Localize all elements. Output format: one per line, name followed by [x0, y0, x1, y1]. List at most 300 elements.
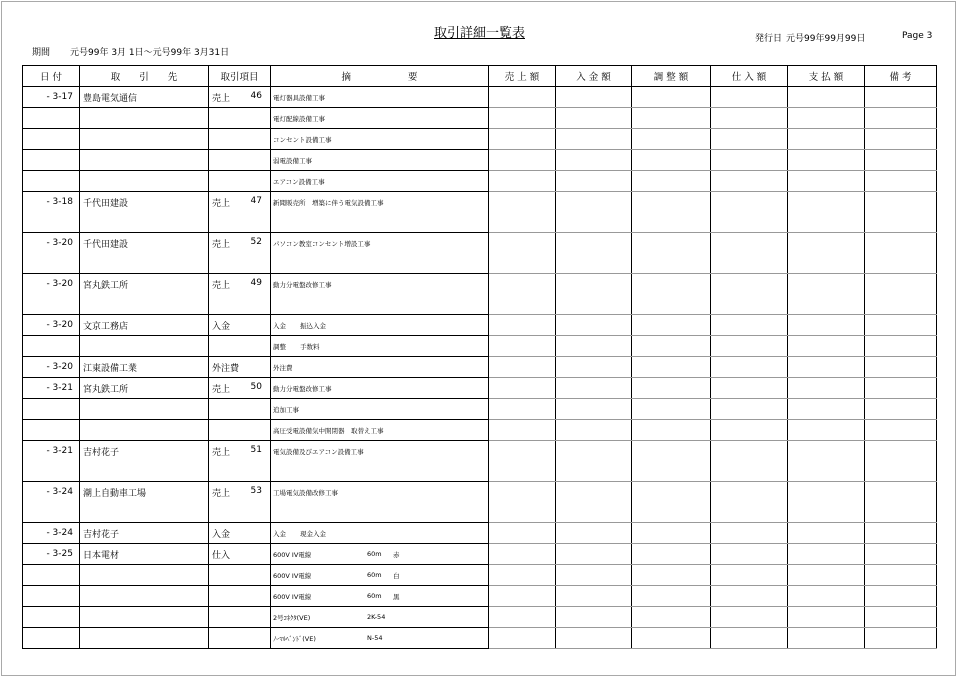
item-cell [209, 441, 271, 462]
item-cell [209, 607, 271, 628]
table-row [23, 129, 937, 150]
amount-cell [865, 523, 937, 544]
amount-cell [711, 212, 788, 233]
amount-cell [865, 378, 937, 399]
party-cell: 潮上自動車工場 [80, 482, 209, 503]
amount-cell [865, 233, 937, 254]
item-label: 仕入 [212, 550, 231, 561]
item-cell [209, 294, 271, 315]
item-cell [209, 212, 271, 233]
item-cell [209, 628, 271, 649]
description-text: 追加工事 [273, 405, 299, 414]
item-label: 外注費 [212, 363, 240, 374]
description-color: 赤 [393, 551, 400, 559]
table-row [23, 628, 937, 649]
party-cell [80, 502, 209, 523]
amount-cell [865, 129, 937, 150]
date-cell: - 3-20 [23, 315, 80, 336]
amount-cell [788, 399, 865, 420]
item-label: 売上 [212, 198, 231, 209]
amount-cell [865, 357, 937, 378]
description-color: 白 [393, 572, 400, 580]
amount-cell [556, 294, 632, 315]
description-cell [271, 87, 489, 108]
amount-cell [788, 502, 865, 523]
amount-cell [632, 378, 711, 399]
amount-cell [788, 628, 865, 649]
item-cell [209, 586, 271, 607]
date-cell [23, 461, 80, 482]
amount-cell [711, 253, 788, 274]
amount-cell [632, 523, 711, 544]
description-text: 600V IV電線 [273, 571, 312, 580]
amount-cell [489, 315, 556, 336]
amount-cell [711, 233, 788, 254]
party-cell [80, 628, 209, 649]
amount-cell [489, 192, 556, 213]
item-cell [209, 87, 271, 108]
item-cell [209, 336, 271, 357]
amount-cell [711, 129, 788, 150]
amount-cell [489, 108, 556, 129]
amount-cell [556, 192, 632, 213]
amount-cell [865, 336, 937, 357]
amount-cell [632, 357, 711, 378]
description-text: 2号ｺﾈｸﾀ(VE) [273, 613, 311, 622]
column-header: 取 引 先 [80, 66, 209, 87]
amount-cell [489, 565, 556, 586]
date-cell [23, 129, 80, 150]
description-cell [271, 212, 489, 233]
amount-cell [865, 628, 937, 649]
description-text: 600V IV電線 [273, 592, 312, 601]
amount-cell [865, 565, 937, 586]
party-cell [80, 171, 209, 192]
item-cell [209, 482, 271, 503]
amount-cell [865, 544, 937, 565]
description-detail: 60m [367, 550, 382, 558]
table-row [23, 192, 937, 213]
item-label: 売上 [212, 384, 231, 395]
date-cell: - 3-18 [23, 192, 80, 213]
table-row [23, 420, 937, 441]
amount-cell [865, 253, 937, 274]
description-color: 黒 [393, 593, 400, 601]
amount-cell [865, 274, 937, 295]
date-cell [23, 253, 80, 274]
date-cell: - 3-21 [23, 378, 80, 399]
date-cell [23, 399, 80, 420]
description-detail: 現金入金 [300, 529, 326, 538]
column-header: 支 払 額 [788, 66, 865, 87]
party-cell [80, 294, 209, 315]
description-text: 外注費 [273, 363, 293, 372]
amount-cell [711, 586, 788, 607]
amount-cell [489, 87, 556, 108]
date-cell: - 3-21 [23, 441, 80, 462]
description-text: エアコン設備工事 [273, 177, 325, 186]
description-cell [271, 607, 489, 628]
amount-cell [489, 129, 556, 150]
amount-cell [711, 171, 788, 192]
description-detail: 60m [367, 571, 382, 579]
amount-cell [632, 336, 711, 357]
amount-cell [788, 108, 865, 129]
amount-cell [556, 628, 632, 649]
party-cell [80, 336, 209, 357]
item-cell [209, 233, 271, 254]
item-cell [209, 544, 271, 565]
party-cell: 江東設備工業 [80, 357, 209, 378]
party-cell [80, 253, 209, 274]
date-cell: - 3-17 [23, 87, 80, 108]
description-text: 電灯配線設備工事 [273, 114, 325, 123]
amount-cell [632, 129, 711, 150]
table-row [23, 607, 937, 628]
amount-cell [556, 607, 632, 628]
amount-cell [788, 171, 865, 192]
table-row [23, 357, 937, 378]
amount-cell [632, 461, 711, 482]
party-cell: 日本電材 [80, 544, 209, 565]
table-row [23, 544, 937, 565]
item-code: 46 [250, 91, 262, 101]
page-number: Page 3 [902, 31, 933, 41]
amount-cell [711, 315, 788, 336]
description-cell [271, 482, 489, 503]
amount-cell [556, 253, 632, 274]
amount-cell [556, 544, 632, 565]
amount-cell [556, 233, 632, 254]
amount-cell [788, 294, 865, 315]
amount-cell [788, 233, 865, 254]
description-text: 動力分電盤改修工事 [273, 280, 332, 289]
party-cell [80, 461, 209, 482]
date-cell [23, 171, 80, 192]
amount-cell [711, 628, 788, 649]
amount-cell [489, 461, 556, 482]
amount-cell [489, 441, 556, 462]
amount-cell [788, 607, 865, 628]
issue-date: 発行日 元号99年99月99日 [755, 34, 866, 44]
amount-cell [556, 357, 632, 378]
amount-cell [489, 212, 556, 233]
amount-cell [556, 502, 632, 523]
amount-cell [865, 420, 937, 441]
description-text: パソコン教室コンセント増設工事 [273, 239, 371, 248]
amount-cell [632, 420, 711, 441]
amount-cell [632, 565, 711, 586]
amount-cell [489, 628, 556, 649]
item-code: 47 [250, 196, 262, 206]
amount-cell [556, 150, 632, 171]
amount-cell [489, 253, 556, 274]
party-cell [80, 108, 209, 129]
amount-cell [711, 294, 788, 315]
amount-cell [556, 87, 632, 108]
amount-cell [489, 523, 556, 544]
description-cell [271, 502, 489, 523]
amount-cell [711, 336, 788, 357]
item-cell [209, 315, 271, 336]
date-cell: - 3-24 [23, 482, 80, 503]
amount-cell [711, 523, 788, 544]
item-cell [209, 129, 271, 150]
column-header: 売 上 額 [489, 66, 556, 87]
party-cell [80, 607, 209, 628]
description-text: 600V IV電線 [273, 550, 312, 559]
description-cell [271, 420, 489, 441]
amount-cell [489, 150, 556, 171]
amount-cell [632, 315, 711, 336]
amount-cell [788, 253, 865, 274]
amount-cell [632, 192, 711, 213]
item-label: 売上 [212, 93, 231, 104]
description-text: 電気設備及びエアコン設備工事 [273, 447, 364, 456]
description-text: ﾉｰﾏﾙﾍﾞﾝﾄﾞ(VE) [273, 634, 316, 643]
amount-cell [489, 544, 556, 565]
item-cell [209, 461, 271, 482]
party-cell: 吉村花子 [80, 441, 209, 462]
table-row [23, 461, 937, 482]
party-cell [80, 150, 209, 171]
amount-cell [632, 586, 711, 607]
date-cell [23, 420, 80, 441]
party-cell [80, 420, 209, 441]
amount-cell [556, 523, 632, 544]
description-cell [271, 129, 489, 150]
amount-cell [788, 357, 865, 378]
amount-cell [489, 233, 556, 254]
date-cell [23, 607, 80, 628]
amount-cell [489, 399, 556, 420]
description-text: 弱電設備工事 [273, 156, 312, 165]
amount-cell [865, 192, 937, 213]
description-cell [271, 461, 489, 482]
description-cell [271, 233, 489, 254]
date-cell [23, 336, 80, 357]
amount-cell [632, 233, 711, 254]
table-row [23, 274, 937, 295]
amount-cell [865, 294, 937, 315]
description-detail: N-54 [367, 634, 383, 642]
item-cell [209, 357, 271, 378]
item-label: 売上 [212, 280, 231, 291]
amount-cell [632, 212, 711, 233]
amount-cell [711, 87, 788, 108]
date-cell: - 3-25 [23, 544, 80, 565]
amount-cell [489, 294, 556, 315]
amount-cell [556, 586, 632, 607]
description-cell [271, 544, 489, 565]
amount-cell [711, 441, 788, 462]
amount-cell [865, 586, 937, 607]
party-cell [80, 586, 209, 607]
item-label: 売上 [212, 447, 231, 458]
amount-cell [711, 607, 788, 628]
description-cell [271, 586, 489, 607]
description-text: 入金 [273, 529, 286, 538]
item-cell [209, 565, 271, 586]
amount-cell [865, 150, 937, 171]
amount-cell [632, 108, 711, 129]
amount-cell [788, 336, 865, 357]
column-header: 入 金 額 [556, 66, 632, 87]
party-cell: 豊島電気通信 [80, 87, 209, 108]
amount-cell [865, 502, 937, 523]
amount-cell [489, 378, 556, 399]
item-label: 入金 [212, 529, 231, 540]
amount-cell [556, 129, 632, 150]
amount-cell [788, 212, 865, 233]
amount-cell [788, 378, 865, 399]
amount-cell [489, 482, 556, 503]
party-cell: 宮丸鉄工所 [80, 378, 209, 399]
table-body [23, 87, 937, 649]
party-cell [80, 129, 209, 150]
amount-cell [788, 420, 865, 441]
description-cell [271, 150, 489, 171]
amount-cell [711, 357, 788, 378]
description-cell [271, 253, 489, 274]
amount-cell [556, 212, 632, 233]
description-cell [271, 294, 489, 315]
item-code: 49 [250, 278, 262, 288]
amount-cell [556, 461, 632, 482]
item-cell [209, 192, 271, 213]
amount-cell [788, 274, 865, 295]
date-cell: - 3-24 [23, 523, 80, 544]
amount-cell [711, 192, 788, 213]
table-row [23, 502, 937, 523]
date-cell [23, 502, 80, 523]
table-row [23, 441, 937, 462]
item-code: 53 [250, 486, 262, 496]
amount-cell [865, 87, 937, 108]
amount-cell [632, 544, 711, 565]
description-cell [271, 565, 489, 586]
table-row [23, 378, 937, 399]
amount-cell [632, 274, 711, 295]
description-cell [271, 378, 489, 399]
amount-cell [632, 628, 711, 649]
amount-cell [788, 129, 865, 150]
column-header: 調 整 額 [632, 66, 711, 87]
column-header: 備 考 [865, 66, 937, 87]
amount-cell [865, 212, 937, 233]
item-cell [209, 253, 271, 274]
amount-cell [556, 399, 632, 420]
amount-cell [788, 461, 865, 482]
item-cell [209, 108, 271, 129]
amount-cell [711, 502, 788, 523]
description-detail: 60m [367, 592, 382, 600]
description-text: 電灯器具設備工事 [273, 93, 325, 102]
description-cell [271, 274, 489, 295]
amount-cell [788, 523, 865, 544]
item-cell [209, 502, 271, 523]
description-text: 新聞販売所 増築に伴う電気設備工事 [273, 198, 384, 207]
amount-cell [632, 253, 711, 274]
item-code: 50 [250, 382, 262, 392]
amount-cell [865, 461, 937, 482]
amount-cell [556, 378, 632, 399]
item-cell [209, 523, 271, 544]
amount-cell [556, 108, 632, 129]
table-row [23, 171, 937, 192]
table-row [23, 212, 937, 233]
amount-cell [556, 441, 632, 462]
description-text: コンセント設備工事 [273, 135, 332, 144]
column-header: 取引項目 [209, 66, 271, 87]
amount-cell [788, 87, 865, 108]
date-cell: - 3-20 [23, 274, 80, 295]
amount-cell [489, 586, 556, 607]
description-text: 高圧受電設備気中開閉器 取替え工事 [273, 426, 384, 435]
amount-cell [632, 150, 711, 171]
amount-cell [711, 544, 788, 565]
amount-cell [632, 482, 711, 503]
amount-cell [489, 336, 556, 357]
amount-cell [489, 171, 556, 192]
item-cell [209, 274, 271, 295]
amount-cell [489, 607, 556, 628]
column-header: 日 付 [23, 66, 80, 87]
amount-cell [788, 441, 865, 462]
description-text: 調整 [273, 342, 286, 351]
item-code: 52 [250, 237, 262, 247]
report-title: 取引詳細一覧表 [433, 26, 525, 41]
amount-cell [632, 87, 711, 108]
amount-cell [788, 565, 865, 586]
amount-cell [711, 420, 788, 441]
description-cell [271, 315, 489, 336]
party-cell: 吉村花子 [80, 523, 209, 544]
amount-cell [711, 274, 788, 295]
item-cell [209, 171, 271, 192]
amount-cell [556, 274, 632, 295]
item-code: 51 [250, 445, 262, 455]
amount-cell [556, 171, 632, 192]
party-cell [80, 565, 209, 586]
amount-cell [632, 399, 711, 420]
amount-cell [711, 150, 788, 171]
date-cell [23, 108, 80, 129]
party-cell: 文京工務店 [80, 315, 209, 336]
description-cell [271, 171, 489, 192]
amount-cell [632, 502, 711, 523]
description-detail: 2K-54 [367, 613, 386, 621]
amount-cell [556, 420, 632, 441]
table-row [23, 523, 937, 544]
amount-cell [711, 482, 788, 503]
date-cell [23, 565, 80, 586]
date-cell [23, 212, 80, 233]
table-header [23, 66, 937, 87]
amount-cell [865, 108, 937, 129]
description-detail: 振込入金 [300, 321, 326, 330]
amount-cell [711, 108, 788, 129]
table-row [23, 315, 937, 336]
amount-cell [788, 192, 865, 213]
description-cell [271, 399, 489, 420]
amount-cell [632, 607, 711, 628]
table-row [23, 399, 937, 420]
column-header: 摘 要 [271, 66, 489, 87]
amount-cell [865, 171, 937, 192]
table-row [23, 108, 937, 129]
amount-cell [711, 461, 788, 482]
